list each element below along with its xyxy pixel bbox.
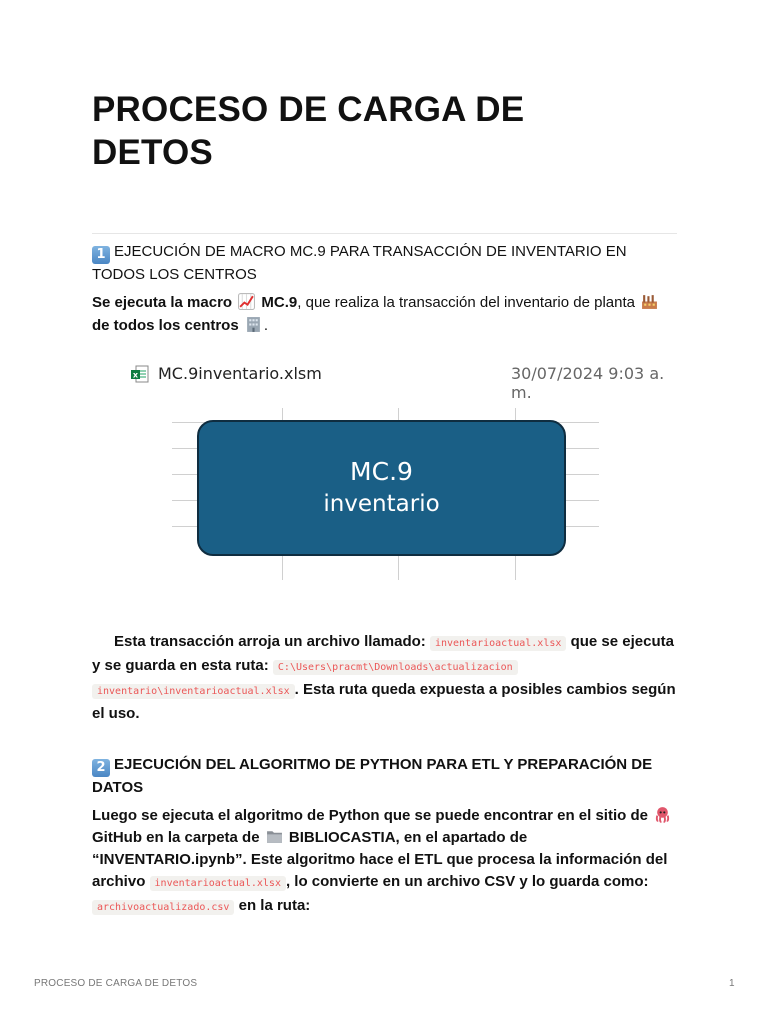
code-path-b: inventario\inventarioactual.xlsx — [92, 684, 295, 699]
paragraph-2 — [92, 631, 677, 725]
p3-text-2: GitHub en la carpeta de — [92, 829, 260, 846]
p1-middle: , que realiza la transacción del inventario de planta — [297, 294, 635, 311]
p1-lead: Se ejecuta la macro — [92, 294, 233, 311]
code-archivoactualizado: archivoactualizado.csv — [92, 900, 234, 915]
p1-centros: de todos los centros — [92, 317, 239, 334]
document-title: PROCESO DE CARGA DE DETOS — [92, 90, 525, 172]
section-1-heading — [92, 241, 677, 286]
section-1-heading-text: EJECUCIÓN DE MACRO MC.9 PARA TRANSACCIÓN DE INVENTARIO EN TODOS LOS CENTROS — [92, 243, 627, 283]
section-1-paragraph — [92, 291, 677, 337]
code-inventarioactual: inventarioactual.xlsx — [430, 636, 566, 651]
divider — [92, 233, 677, 234]
p2-text-1: Esta transacción arroja un archivo llamado: — [114, 633, 426, 650]
section-2-heading — [92, 754, 677, 799]
footer-title: PROCESO DE CARGA DE DETOS — [34, 978, 198, 989]
chart-increasing-icon — [238, 293, 255, 310]
macro-box-title: MC.9 — [350, 457, 413, 486]
file-date: 30/07/2024 9:03 a. m. — [511, 364, 665, 402]
macro-figure — [128, 358, 678, 588]
p2-text-3: . Esta ruta queda expuesta a posibles cambios según el uso. — [92, 681, 676, 722]
p3-text-3: BIBLIOCASTIA, en el apartado de “INVENTARIO.ipynb”. Este algoritmo hace el ETL que procesa la información del archivo — [92, 829, 668, 890]
code-path-a: C:\Users\pracmt\Downloads\actualizacion — [273, 660, 518, 675]
macro-box — [197, 420, 566, 556]
code-inventarioactual-2: inventarioactual.xlsx — [150, 876, 286, 891]
office-building-icon — [245, 316, 262, 333]
p2-text-2: que se ejecuta y se guarda en esta ruta: — [92, 633, 674, 674]
section-2-paragraph — [92, 805, 677, 919]
section-2-heading-text: EJECUCIÓN DEL ALGORITMO DE PYTHON PARA ETL Y PREPARACIÓN DE DATOS — [92, 756, 653, 796]
excel-file-icon — [130, 364, 150, 384]
p3-text-5: en la ruta: — [238, 897, 311, 914]
octopus-icon — [654, 806, 671, 823]
page-number: 1 — [729, 978, 735, 989]
macro-box-subtitle: inventario — [323, 491, 440, 517]
keycap-2-icon: 2 — [92, 759, 110, 777]
p3-text-4: , lo convierte en un archivo CSV y lo guarda como: — [285, 873, 649, 890]
file-name: MC.9inventario.xlsm — [158, 364, 322, 383]
p3-text-1: Luego se ejecuta el algoritmo de Python que se puede encontrar en el sitio de — [92, 807, 648, 824]
p1-macro: MC.9 — [261, 294, 298, 311]
p1-end: . — [263, 317, 269, 334]
folder-icon — [266, 828, 283, 845]
factory-icon — [641, 293, 658, 310]
keycap-1-icon: 1 — [92, 246, 110, 264]
svg-text:x: x — [132, 370, 139, 380]
